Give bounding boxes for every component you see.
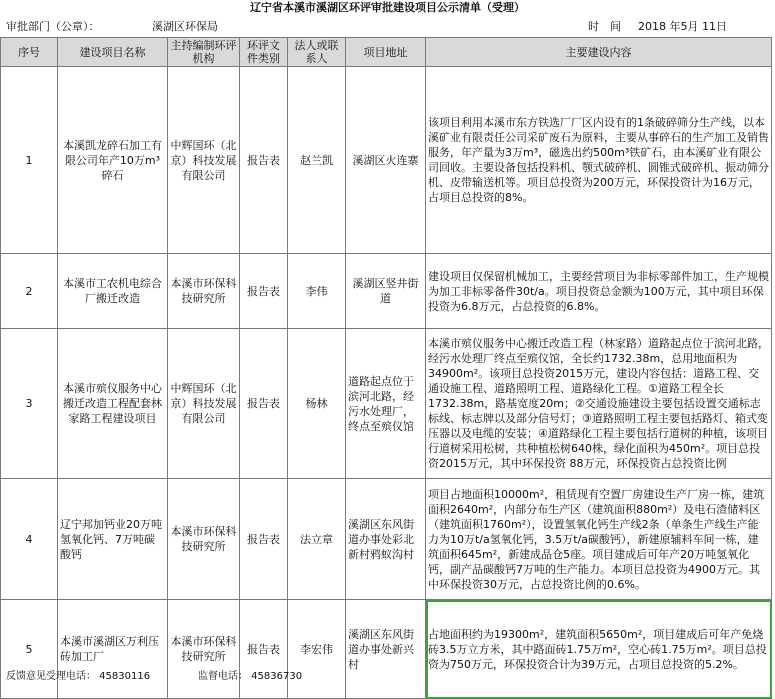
page-title: 辽宁省本溪市溪湖区环评审批建设项目公示清单（受理） bbox=[250, 1, 525, 14]
cell-agency[interactable]: 本溪市环保科技研究所 bbox=[168, 600, 240, 699]
table-row bbox=[1, 479, 772, 600]
table-row bbox=[1, 329, 772, 479]
table-row bbox=[1, 254, 772, 329]
cell-type[interactable]: 报告表 bbox=[240, 479, 288, 600]
cell-content[interactable]: 该项目利用本溪市东方铁选厂厂区内设有的1条破碎筛分生产线，以本溪矿业有限责任公司采矿废石为原料，主要从事碎石的生产加工及销售服务，年产量为3万m³，磁选出约500m³铁矿石，由本溪矿业有限公司回收。主要设备包括投料机、颚式破碎机、圆锥式破碎机、振动筛分机、皮带输送机等。项目总投资为200万元，环保投资计为16万元，占项目总投资的8%。 bbox=[426, 67, 772, 254]
cell-name[interactable]: 本溪市工农机电综合厂搬迁改造 bbox=[58, 254, 168, 329]
time-value: 2018 年5月 11日 bbox=[638, 20, 727, 33]
cell-contact[interactable]: 法立章 bbox=[288, 479, 346, 600]
cell-content[interactable]: 项目占地面积10000m²，租赁现有空置厂房建设生产厂房一栋，建筑面积2640m²，内部分布生产区（建筑面积880m²）及电石渣储料区（建筑面积1760m²），设置氢氧化钙生产线2条（单条生产线生产能力为10万t/a氢氧化钙，3.5万t/a碳酸钙），新建原辅料车间一栋，建筑面积645m²，新建成品仓5座。项目建成后可年产20万吨氢氧化钙，副产品碳酸钙7万吨的生产能力。本项目总投资为4900万元。其中环保投资30万元，占总投资比例的0.6%。 bbox=[426, 479, 772, 600]
cell-no[interactable]: 4 bbox=[1, 479, 58, 600]
project-table bbox=[0, 37, 772, 699]
cell-name[interactable]: 本溪凯龙碎石加工有限公司年产10万m³碎石 bbox=[58, 67, 168, 254]
cell-address[interactable]: 溪湖区东风街道办事处彩北新村鸦蚁沟村 bbox=[346, 479, 426, 600]
header-no[interactable]: 序号 bbox=[1, 38, 58, 67]
cell-no[interactable]: 5 bbox=[1, 600, 58, 699]
cell-agency[interactable]: 中辉国环（北京）科技发展有限公司 bbox=[168, 67, 240, 254]
cell-address[interactable]: 溪湖区东风街道办事处新兴村 bbox=[346, 600, 426, 699]
header-content[interactable]: 主要建设内容 bbox=[426, 38, 772, 67]
meta-bar bbox=[0, 17, 775, 37]
header-agency[interactable]: 主持编制环评机构 bbox=[168, 38, 240, 67]
header-name[interactable]: 建设项目名称 bbox=[58, 38, 168, 67]
cell-type[interactable]: 报告表 bbox=[240, 67, 288, 254]
cell-name[interactable]: 本溪市殡仪服务中心搬迁改造工程配套林家路工程建设项目 bbox=[58, 329, 168, 479]
dept-value: 溪湖区环保局 bbox=[152, 20, 218, 33]
cell-no[interactable]: 3 bbox=[1, 329, 58, 479]
cell-name[interactable]: 本溪市溪湖区万利压砖加工厂 bbox=[58, 600, 168, 699]
cell-no[interactable]: 1 bbox=[1, 67, 58, 254]
table-row bbox=[1, 67, 772, 254]
cell-address[interactable]: 溪湖区竖井街道 bbox=[346, 254, 426, 329]
feedback-phone: 反馈意见受理电话： 45830116 bbox=[6, 671, 151, 682]
cell-content-selected[interactable]: 占地面积约为19300m²，建筑面积5650m²，项目建成后可年产免烧砖3.5万立方米，其中路面砖1.75万m²，空心砖1.75万m²。项目总投资为750万元，环保投资合计为39万元，占项目总投资的5.2%。 bbox=[426, 600, 772, 699]
cell-address[interactable]: 道路起点位于滨河北路，经污水处理厂，终点至殡仪馆 bbox=[346, 329, 426, 479]
cell-agency[interactable]: 本溪市环保科技研究所 bbox=[168, 479, 240, 600]
cell-type[interactable]: 报告表 bbox=[240, 600, 288, 699]
cell-contact[interactable]: 李伟 bbox=[288, 254, 346, 329]
footer bbox=[0, 669, 775, 684]
cell-no[interactable]: 2 bbox=[1, 254, 58, 329]
cell-type[interactable]: 报告表 bbox=[240, 254, 288, 329]
header-type[interactable]: 环评文件类别 bbox=[240, 38, 288, 67]
cell-contact[interactable]: 赵兰凯 bbox=[288, 67, 346, 254]
cell-contact[interactable]: 李宏伟 bbox=[288, 600, 346, 699]
supervision-phone: 监督电话： 45836730 bbox=[198, 671, 303, 682]
cell-content[interactable]: 建设项目仅保留机械加工，主要经营项目为非标零部件加工，生产规模为加工非标零备件30t/a。项目投资总金额为100万元，其中项目环保投资为6.8万元，占总投资的6.8%。 bbox=[426, 254, 772, 329]
cell-type[interactable]: 报告表 bbox=[240, 329, 288, 479]
header-address[interactable]: 项目地址 bbox=[346, 38, 426, 67]
table-header-row bbox=[1, 38, 772, 67]
cell-agency[interactable]: 中辉国环（北京）科技发展有限公司 bbox=[168, 329, 240, 479]
time-label: 时 间 bbox=[588, 20, 621, 33]
dept-label: 审批部门（公章）： bbox=[6, 20, 100, 33]
header-contact[interactable]: 法人或联系人 bbox=[288, 38, 346, 67]
cell-address[interactable]: 溪湖区火连寨 bbox=[346, 67, 426, 254]
cell-name[interactable]: 辽宁邦加钙业20万吨氢氧化钙、7万吨碳酸钙 bbox=[58, 479, 168, 600]
cell-content[interactable]: 本溪市殡仪服务中心搬迁改造工程（林家路）道路起点位于滨河北路，经污水处理厂终点至殡仪馆，全长约1732.38m，总用地面积为34900m²。该项目总投资2015万元，建设内容包括：道路工程、交通设施工程、道路照明工程、道路绿化工程。①道路工程全长1732.38m，路基宽度20m；②交通设施建设主要包括设置交通标志标线、标志牌以及部分信号灯；③道路照明工程主要包括路灯、箱式变压器以及电缆的安装；④道路绿化工程主要包括行道树的种植，该项目行道树采用松树，共种植松树640株，绿化面积为450m²。项目总投资2015万元，其中环保投资 88万元，环保投资占总投资比例 bbox=[426, 329, 772, 479]
cell-contact[interactable]: 杨林 bbox=[288, 329, 346, 479]
cell-agency[interactable]: 本溪市环保科技研究所 bbox=[168, 254, 240, 329]
